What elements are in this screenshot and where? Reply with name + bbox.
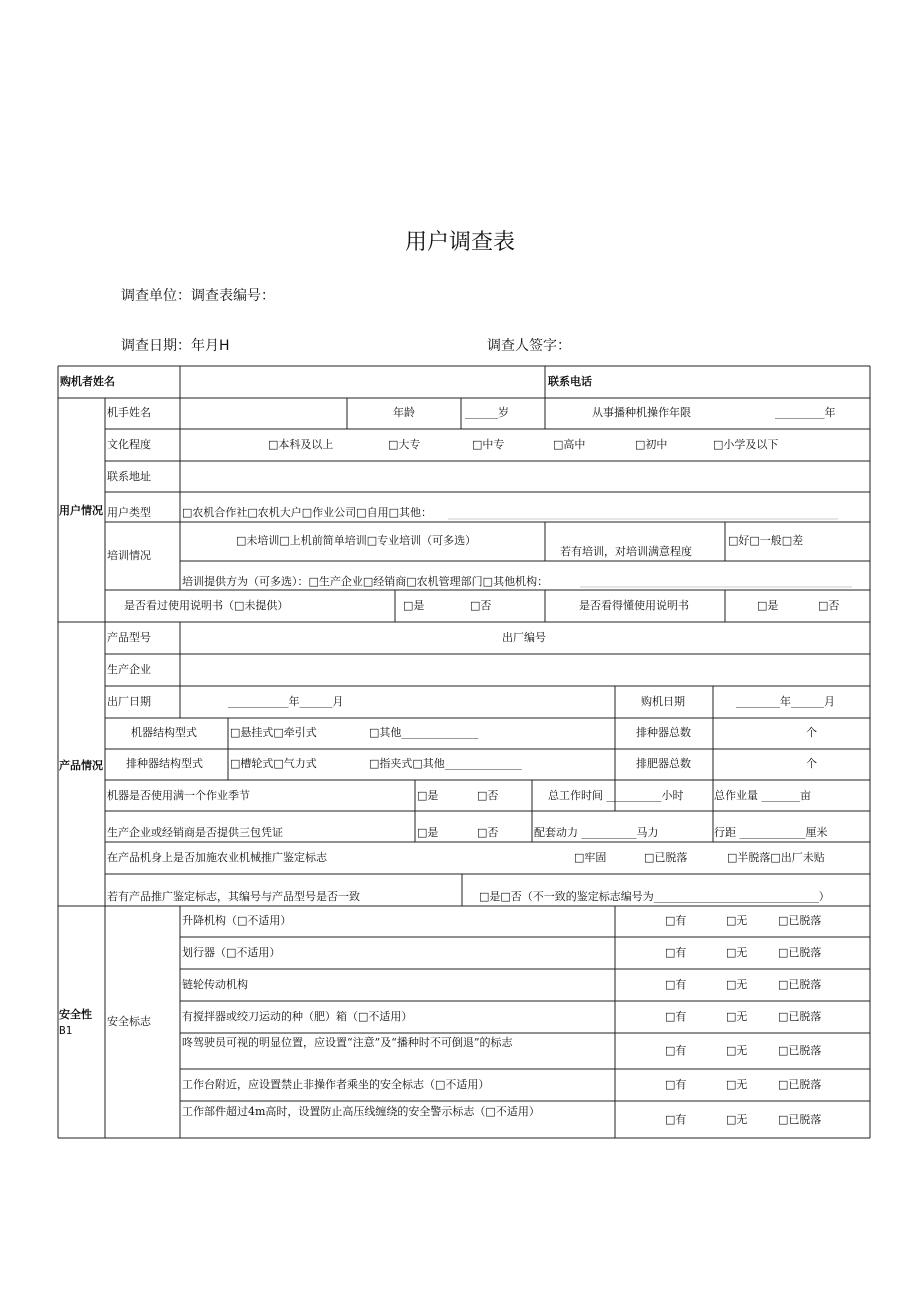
safety-item-lift: 升降机构（□不适用）	[182, 914, 292, 927]
safety-driver-sign-off[interactable]: □已脱落	[778, 1044, 822, 1057]
full-season-no[interactable]: □否	[477, 789, 499, 802]
user-type-label: 用户类型	[107, 506, 151, 519]
education-option-highschool[interactable]: □高中	[553, 438, 586, 451]
manual-read-yes[interactable]: □是	[403, 599, 425, 612]
total-area-field[interactable]: 总作业量 _______亩	[714, 789, 811, 802]
manual-understood-no[interactable]: □否	[818, 599, 840, 612]
safety-item-platform: 工作台附近，应设置禁止非操作者乘坐的安全标志（□不适用）	[182, 1078, 490, 1091]
manual-understood-label: 是否看得懂使用说明书	[579, 599, 689, 612]
seeder-count-unit: 个	[806, 726, 817, 739]
mfg-date-label: 出厂日期	[107, 695, 151, 708]
training-label: 培训情况	[107, 549, 151, 562]
education-option-junior[interactable]: □初中	[635, 438, 668, 451]
safety-item-marker: 划行器（□不适用）	[182, 946, 281, 959]
education-option-college[interactable]: □大专	[388, 438, 421, 451]
promotion-sign-off[interactable]: □已脱落	[644, 851, 688, 864]
mfg-date-field[interactable]: ___________年______月	[228, 695, 344, 708]
training-options[interactable]: □未培训□上机前简单培训□专业培训（可多选）	[236, 534, 477, 547]
sign-consistency-label: 若有产品推广鉴定标志，其编号与产品型号是否一致	[107, 890, 360, 903]
fertilizer-count-unit: 个	[806, 757, 817, 770]
safety-item-driver-sign: 咚驾驶员可视的明显位置，应设置“注意”及“播种时不可倒退”的标志	[182, 1036, 513, 1049]
manufacturer-label: 生产企业	[107, 663, 151, 676]
safety-chain-yes[interactable]: □有	[665, 978, 687, 991]
safety-signs-label: 安全标志	[107, 1015, 151, 1028]
product-section-label: 产品情况	[59, 759, 103, 772]
seeder-type-label: 排种器结构型式	[126, 757, 203, 770]
safety-lift-no[interactable]: □无	[726, 914, 748, 927]
safety-platform-no[interactable]: □无	[726, 1078, 748, 1091]
fertilizer-count-label: 排肥器总数	[636, 757, 691, 770]
operating-years-field[interactable]: _________年	[775, 406, 836, 419]
address-label: 联系地址	[107, 470, 151, 483]
safety-stirrer-no[interactable]: □无	[726, 1010, 748, 1023]
seeder-type-other[interactable]: □指夹式□其他______________	[369, 757, 522, 770]
safety-stirrer-yes[interactable]: □有	[665, 1010, 687, 1023]
survey-unit-line: 调查单位：调查表编号：	[121, 288, 275, 304]
warranty-no[interactable]: □否	[477, 826, 499, 839]
product-model-label: 产品型号	[107, 631, 151, 644]
manual-read-no[interactable]: □否	[470, 599, 492, 612]
survey-date-line: 调查日期：年月H	[121, 338, 230, 354]
purchase-date-label: 购机日期	[641, 695, 685, 708]
full-season-yes[interactable]: □是	[417, 789, 439, 802]
safety-chain-no[interactable]: □无	[726, 978, 748, 991]
education-option-bachelor[interactable]: □本科及以上	[268, 438, 334, 451]
safety-platform-yes[interactable]: □有	[665, 1078, 687, 1091]
safety-item-stirrer: 有搅拌器或绞刀运动的种（肥）箱（□不适用）	[182, 1010, 413, 1023]
safety-item-highvoltage: 工作部件超过4m高时，设置防止高压线缠绕的安全警示标志（□不适用）	[182, 1105, 540, 1118]
training-satisfaction-options[interactable]: □好□一般□差	[728, 534, 804, 547]
promotion-sign-firm[interactable]: □牢固	[574, 851, 607, 864]
education-option-primary[interactable]: □小学及以下	[713, 438, 779, 451]
total-hours-field[interactable]: 总工作时间 __________小时	[548, 789, 684, 802]
safety-marker-yes[interactable]: □有	[665, 946, 687, 959]
safety-highvoltage-yes[interactable]: □有	[665, 1113, 687, 1126]
training-satisfaction-label: 若有培训，对培训满意程度	[560, 545, 692, 558]
user-type-options[interactable]: □农机合作社□农机大户□作业公司□自用□其他：	[182, 506, 432, 519]
serial-number-label: 出厂编号	[502, 631, 546, 644]
buyer-phone-label: 联系电话	[548, 375, 592, 388]
warranty-yes[interactable]: □是	[417, 826, 439, 839]
safety-driver-sign-yes[interactable]: □有	[665, 1044, 687, 1057]
machine-structure-label: 机器结构型式	[131, 726, 197, 739]
manual-read-label: 是否看过使用说明书（□未提供）	[124, 599, 289, 612]
education-option-secondary[interactable]: □中专	[472, 438, 505, 451]
machine-structure-options[interactable]: □悬挂式□牵引式	[230, 726, 317, 739]
buyer-name-label: 购机者姓名	[60, 375, 115, 388]
promotion-sign-label: 在产品机身上是否加施农业机械推广鉴定标志	[107, 851, 327, 864]
row-spacing-field[interactable]: 行距 ____________厘米	[714, 826, 828, 839]
operator-name-label: 机手姓名	[107, 406, 151, 419]
machine-structure-other[interactable]: □其他______________	[369, 726, 479, 739]
surveyor-signature-line: 调查人签字：	[487, 338, 571, 354]
full-season-label: 机器是否使用满一个作业季节	[107, 789, 250, 802]
sign-consistency-options[interactable]: □是□否（不一致的鉴定标志编号为______________________________）	[479, 890, 830, 903]
safety-marker-off[interactable]: □已脱落	[778, 946, 822, 959]
age-label: 年龄	[393, 406, 415, 419]
safety-highvoltage-off[interactable]: □已脱落	[778, 1113, 822, 1126]
safety-chain-off[interactable]: □已脱落	[778, 978, 822, 991]
safety-driver-sign-no[interactable]: □无	[726, 1044, 748, 1057]
safety-platform-off[interactable]: □已脱落	[778, 1078, 822, 1091]
seeder-type-options[interactable]: □槽轮式□气力式	[230, 757, 317, 770]
safety-highvoltage-no[interactable]: □无	[726, 1113, 748, 1126]
safety-lift-yes[interactable]: □有	[665, 914, 687, 927]
seeder-count-label: 排种器总数	[636, 726, 691, 739]
safety-stirrer-off[interactable]: □已脱落	[778, 1010, 822, 1023]
purchase-date-field[interactable]: ________年______月	[736, 695, 835, 708]
safety-section-code: B1	[59, 1024, 73, 1037]
age-field[interactable]: ______岁	[465, 406, 509, 419]
safety-item-chain: 链轮传动机构	[182, 978, 248, 991]
operating-years-label: 从事播种机操作年限	[592, 406, 691, 419]
power-field[interactable]: 配套动力 __________马力	[534, 826, 659, 839]
education-label: 文化程度	[107, 438, 151, 451]
warranty-label: 生产企业或经销商是否提供三包凭证	[107, 826, 283, 839]
training-provider-options[interactable]: 培训提供方为（可多选）：□生产企业□经销商□农机管理部门□其他机构：	[182, 575, 549, 588]
page-title: 用户调查表	[404, 230, 515, 255]
manual-understood-yes[interactable]: □是	[757, 599, 779, 612]
safety-section-label: 安全性	[59, 1008, 92, 1021]
promotion-sign-partial[interactable]: □半脱落□出厂未贴	[727, 851, 825, 864]
user-section-label: 用户情况	[59, 504, 103, 517]
safety-marker-no[interactable]: □无	[726, 946, 748, 959]
safety-lift-off[interactable]: □已脱落	[778, 914, 822, 927]
